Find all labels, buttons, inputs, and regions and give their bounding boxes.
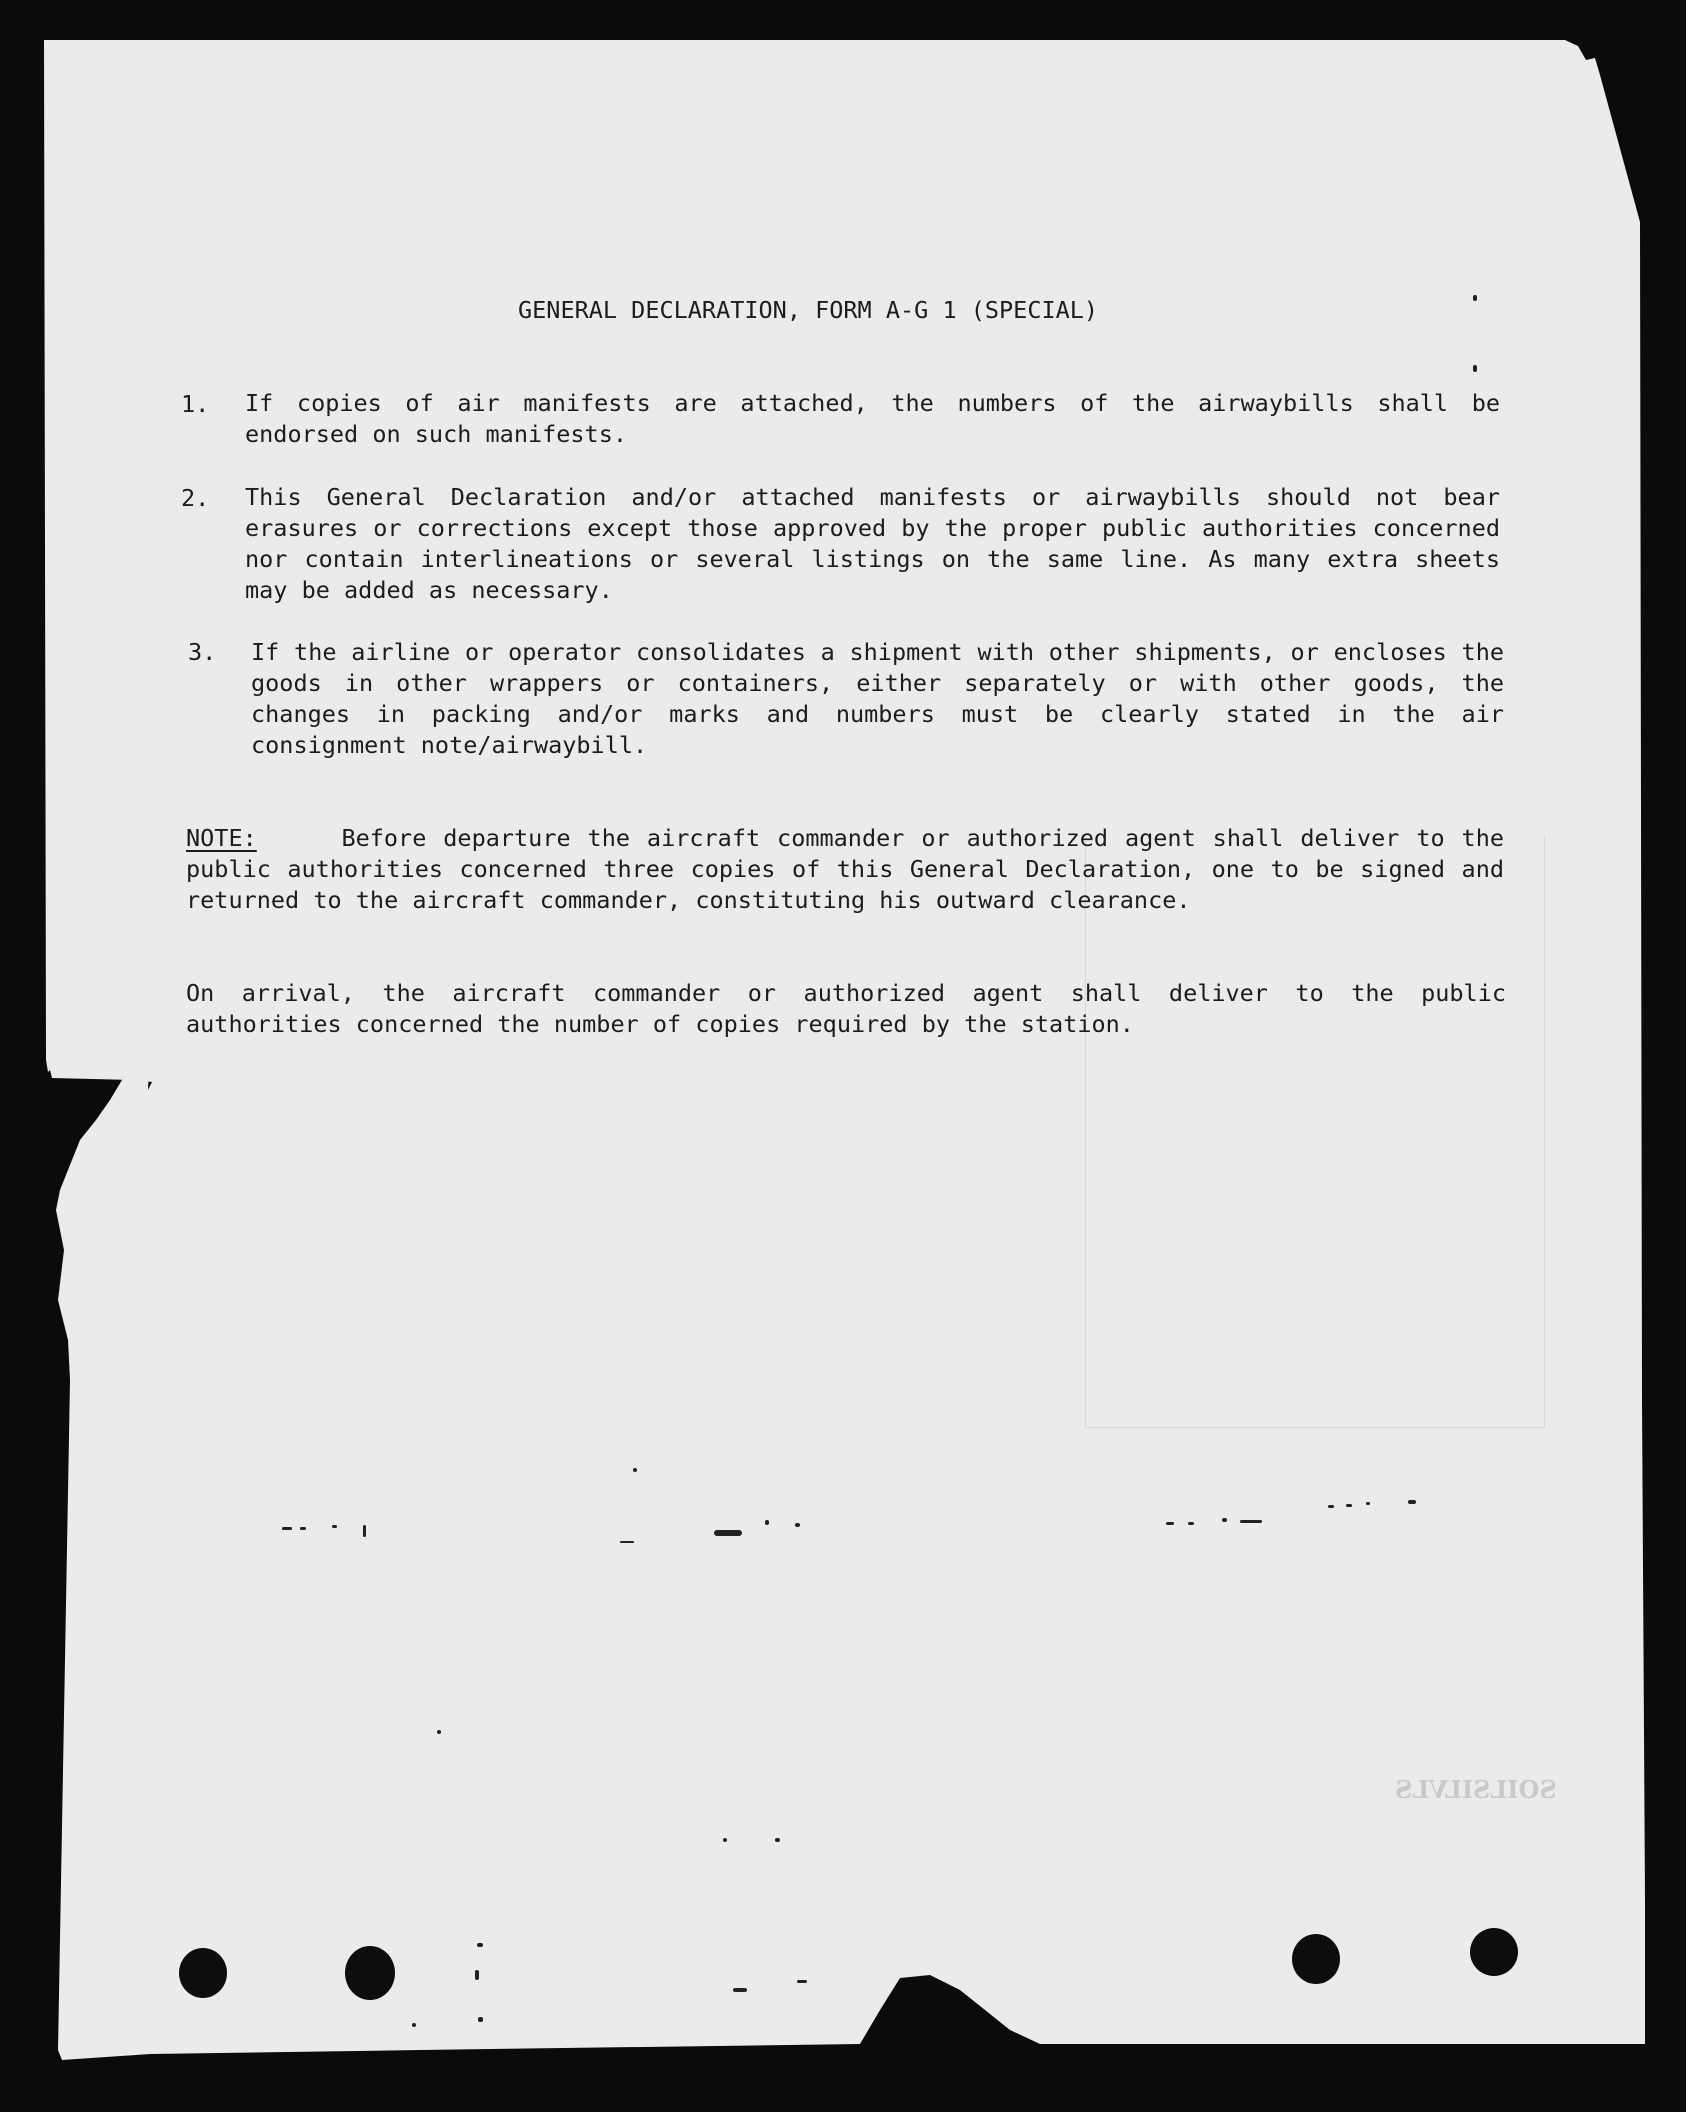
ink-speck (1473, 365, 1477, 372)
punch-hole (1292, 1934, 1340, 1984)
ink-speck (475, 1970, 479, 1980)
item-text: If the airline or operator consolidates a shipment with other shipments, or encloses the goods in other wrappers or containers, either separately or with other goods, the changes in packing and/or marks and numbers must be clearly stated in the air consignment note/airwaybill. (251, 638, 1504, 759)
ink-speck (332, 1525, 337, 1528)
ink-speck (765, 1520, 769, 1525)
ink-speck (1222, 1518, 1227, 1522)
punch-hole (345, 1946, 395, 2000)
ink-speck (1408, 1500, 1416, 1504)
ink-speck (1346, 1504, 1352, 1507)
punch-hole (179, 1948, 227, 1998)
ink-speck (795, 1523, 800, 1527)
ink-speck (633, 1468, 637, 1472)
note-text: Before departure the aircraft commander or authorized agent shall deliver to the public authorities concerned three copies of this General Declaration, one to be signed and returned to the aircraft commander, constituting his outward clearance. (186, 824, 1504, 914)
ink-speck (1188, 1522, 1194, 1525)
ink-speck (282, 1527, 292, 1530)
ink-speck (1166, 1522, 1174, 1525)
mirrored-stamp: SOILSILVLS (1395, 1775, 1557, 1804)
item-number: 3. (188, 638, 217, 666)
item-number: 1. (181, 390, 210, 418)
ink-speck (1366, 1502, 1370, 1505)
item-text: This General Declaration and/or attached manifests or airwaybills should not bear erasures or corrections except those approved by the proper public authorities concerned nor contain interlineations or several listings on the same line. As many extra sheets may be added as necessary. (245, 483, 1500, 604)
ink-speck (477, 1943, 483, 1947)
ink-speck (797, 1980, 807, 1983)
document-title: GENERAL DECLARATION, FORM A-G 1 (SPECIAL) (518, 296, 1099, 324)
ink-speck (714, 1530, 742, 1536)
ink-speck (620, 1541, 634, 1543)
ink-speck (363, 1525, 366, 1537)
ink-speck (1328, 1505, 1334, 1508)
arrival-paragraph: On arrival, the aircraft commander or authorized agent shall deliver to the public authorities concerned the number of copies required by the station. (186, 979, 1506, 1038)
punch-hole (1470, 1928, 1518, 1976)
item-number: 2. (181, 484, 210, 512)
note-paragraph (186, 823, 1504, 916)
note-label: NOTE: (186, 824, 257, 852)
show-through-box (1085, 835, 1545, 1428)
ink-speck (733, 1988, 747, 1992)
ink-speck (1473, 295, 1477, 301)
ink-speck (412, 2023, 416, 2027)
ink-speck (723, 1838, 727, 1842)
ink-speck (1240, 1520, 1262, 1523)
ink-speck (300, 1527, 306, 1530)
item-text: If copies of air manifests are attached, the numbers of the airwaybills shall be endorsed on such manifests. (245, 389, 1500, 448)
ink-speck (775, 1838, 780, 1842)
ink-speck (478, 2017, 483, 2022)
ink-speck (437, 1730, 441, 1734)
